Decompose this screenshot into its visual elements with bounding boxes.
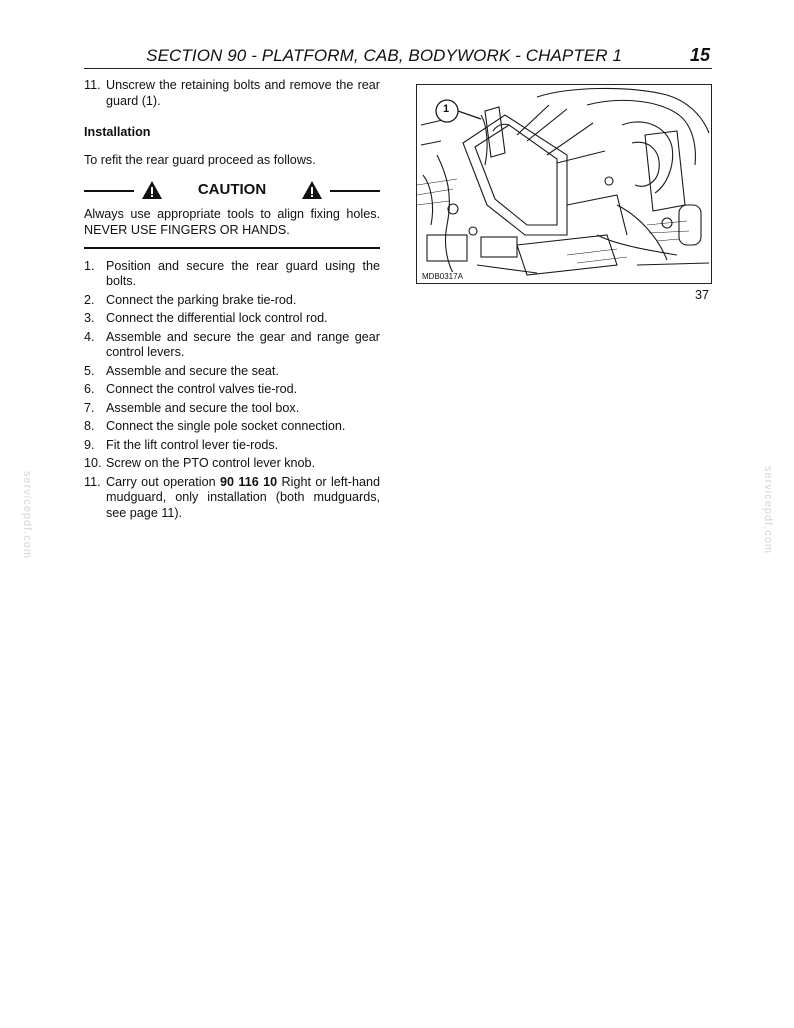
install-step [84, 364, 380, 380]
rear-guard-illustration [416, 84, 712, 284]
operation-code: 90 116 10 [220, 474, 278, 489]
installation-intro: To refit the rear guard proceed as follows. [84, 152, 316, 167]
step-number: 3. [84, 311, 95, 325]
step-text-suffix: Right or left-hand mudguard, only installation (both mudguards, see page 11). [106, 474, 380, 520]
step-number: 8. [84, 419, 95, 433]
removal-step-11 [84, 78, 380, 109]
install-step [84, 293, 380, 309]
step-text-prefix: Carry out operation [106, 474, 221, 489]
install-step [84, 456, 380, 472]
install-step [84, 438, 380, 454]
install-step [84, 259, 380, 290]
install-step [84, 401, 380, 417]
step-text: Assemble and secure the seat. [106, 363, 279, 378]
caution-label: CAUTION [197, 181, 267, 198]
step-text: Connect the parking brake tie-rod. [106, 292, 297, 307]
step-number: 10. [84, 456, 102, 470]
step-text: Position and secure the rear guard using the bolts. [106, 258, 380, 288]
step-text: Connect the single pole socket connection. [106, 419, 346, 433]
step-number: 6. [84, 382, 95, 396]
step-text: Screw on the PTO control lever knob. [106, 456, 316, 470]
step-number: 11. [84, 78, 101, 92]
step-number: 11. [84, 474, 101, 489]
installation-heading: Installation [84, 125, 151, 139]
warning-triangle-icon [301, 180, 323, 200]
watermark-right: servicepdf.com [762, 466, 774, 554]
page-header [84, 44, 712, 69]
watermark-left: servicepdf.com [21, 471, 33, 559]
install-step [84, 311, 380, 327]
image-code: MDB0317A [422, 272, 463, 281]
caution-rule-right [330, 190, 380, 192]
caution-banner [84, 180, 380, 202]
section-title: SECTION 90 - PLATFORM, CAB, BODYWORK - CHAPTER 1 [146, 46, 622, 65]
callout-number: 1 [443, 103, 450, 115]
step-number: 7. [84, 400, 95, 415]
install-step [84, 382, 380, 398]
step-text: Unscrew the retaining bolts and remove the rear guard (1). [106, 78, 380, 108]
install-step [84, 419, 380, 435]
step-number: 9. [84, 437, 95, 452]
step-text: Fit the lift control lever tie-rods. [106, 437, 279, 452]
figure-number: 37 [695, 288, 710, 302]
text-column [84, 78, 380, 524]
divider [84, 247, 380, 249]
caution-text: Always use appropriate tools to align fixing holes. NEVER USE FINGERS OR HANDS. [84, 207, 380, 237]
page-number: 15 [689, 45, 710, 65]
step-number: 5. [84, 363, 95, 378]
install-step-11 [84, 475, 380, 522]
step-text: Connect the control valves tie-rod. [106, 382, 298, 396]
tractor-rear-guard-drawing [417, 85, 711, 283]
step-number: 4. [84, 329, 95, 344]
step-number: 1. [84, 258, 95, 273]
step-text: Connect the differential lock control rod. [106, 311, 328, 325]
step-text: Assemble and secure the tool box. [106, 400, 300, 415]
step-text: Assemble and secure the gear and range gear control levers. [106, 329, 380, 359]
install-step [84, 330, 380, 361]
step-number: 2. [84, 292, 95, 307]
